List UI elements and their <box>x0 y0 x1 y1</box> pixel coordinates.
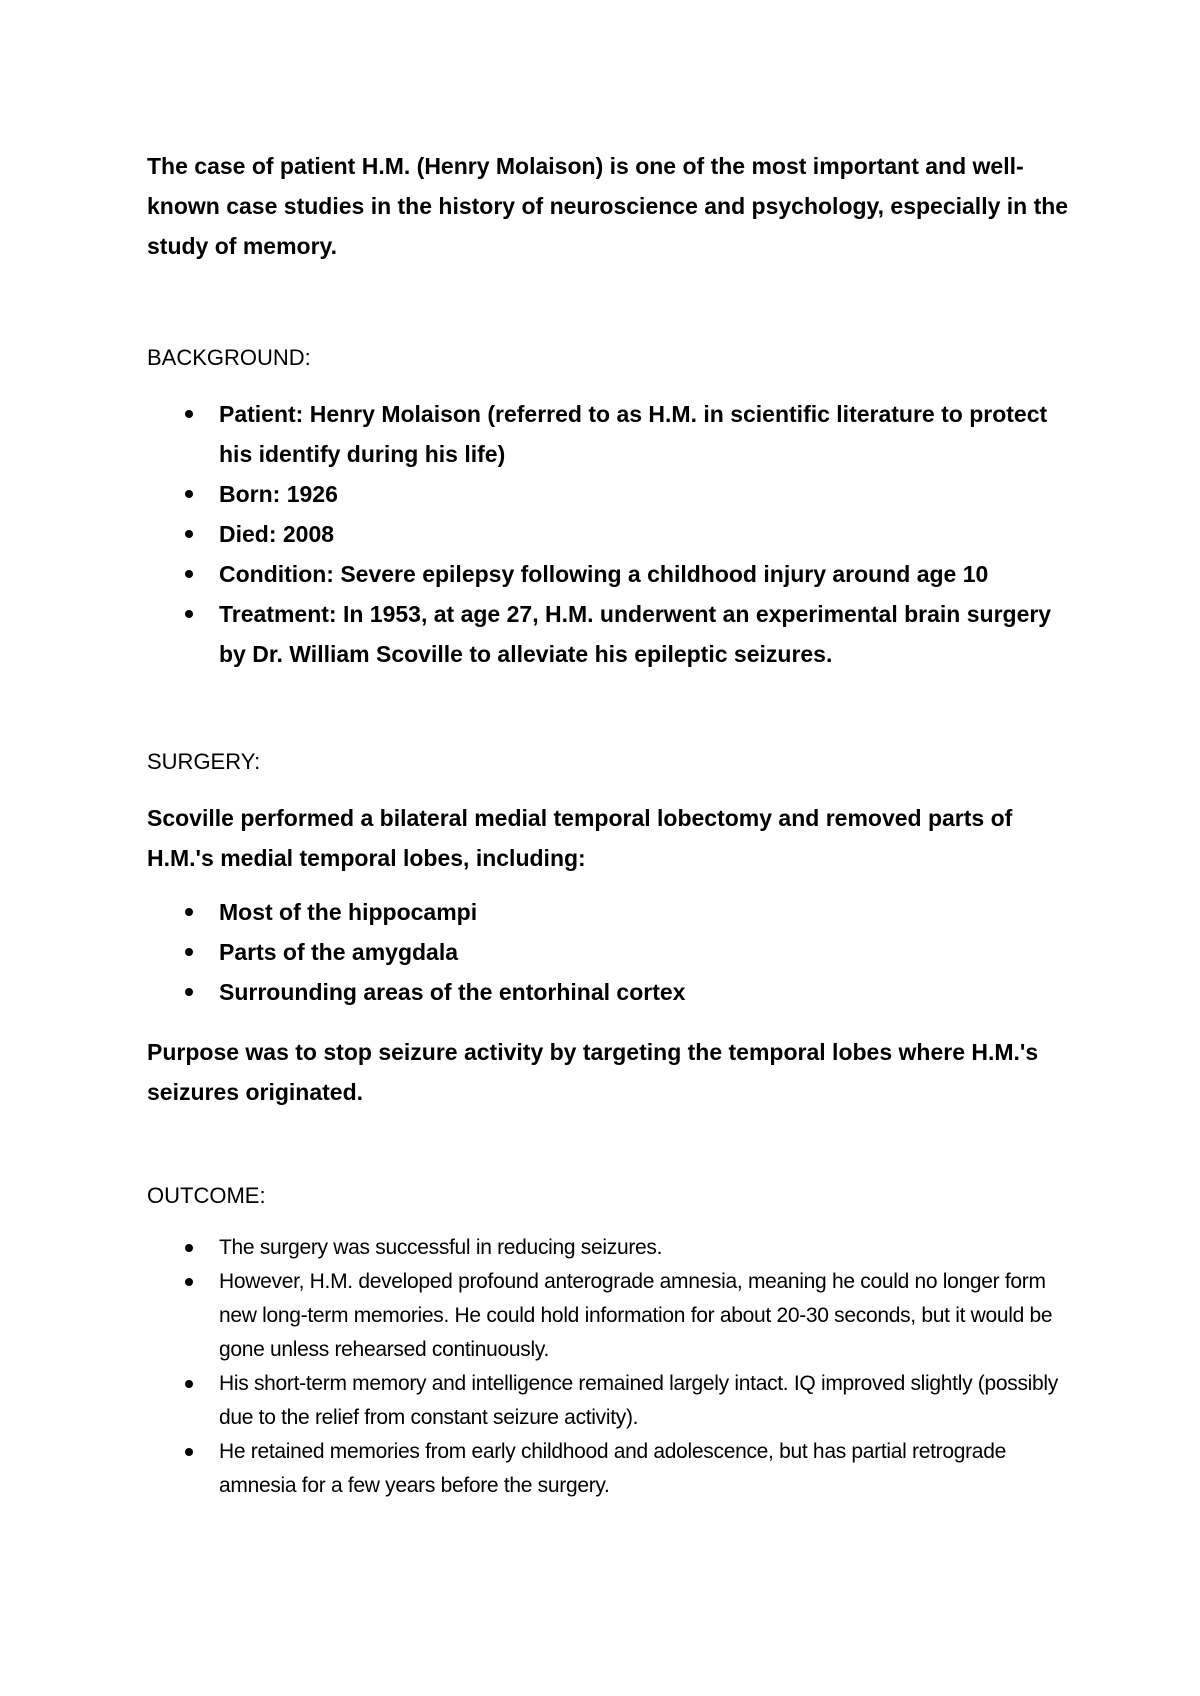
list-item: Patient: Henry Molaison (referred to as H.M. in scientific literature to protect his identify during his life) <box>147 394 1080 474</box>
bullet-icon <box>185 1380 193 1388</box>
intro-paragraph: The case of patient H.M. (Henry Molaison) is one of the most important and well-known case studies in the history of neuroscience and psychology, especially in the study of memory. <box>147 153 1069 259</box>
surgery-lead: Scoville performed a bilateral medial temporal lobectomy and removed parts of H.M.'s medial temporal lobes, including: <box>147 805 1013 871</box>
bullet-icon <box>185 1448 193 1456</box>
list-item: Treatment: In 1953, at age 27, H.M. underwent an experimental brain surgery by Dr. William Scoville to alleviate his epileptic seizures. <box>147 594 1080 674</box>
bullet-icon <box>185 490 193 498</box>
outcome-list <box>147 1231 1080 1503</box>
bullet-icon <box>185 1244 193 1252</box>
bullet-icon <box>185 948 193 956</box>
surgery-list <box>147 892 1080 1012</box>
list-item: Died: 2008 <box>147 514 1080 554</box>
surgery-heading: SURGERY: <box>147 749 261 774</box>
background-list <box>147 394 1080 674</box>
list-item: Condition: Severe epilepsy following a childhood injury around age 10 <box>147 554 1080 594</box>
bullet-icon <box>185 988 193 996</box>
bullet-icon <box>185 570 193 578</box>
list-item: His short-term memory and intelligence remained largely intact. IQ improved slightly (possibly due to the relief from constant seizure activity). <box>147 1367 1080 1435</box>
bullet-icon <box>185 610 193 618</box>
list-item: The surgery was successful in reducing seizures. <box>147 1231 1080 1265</box>
list-item: Surrounding areas of the entorhinal cortex <box>147 972 1080 1012</box>
bullet-icon <box>185 908 193 916</box>
bullet-icon <box>185 1278 193 1286</box>
list-item: Born: 1926 <box>147 474 1080 514</box>
bullet-icon <box>185 410 193 418</box>
outcome-heading: OUTCOME: <box>147 1183 266 1208</box>
list-item: Parts of the amygdala <box>147 932 1080 972</box>
list-item: He retained memories from early childhood and adolescence, but has partial retrograde amnesia for a few years before the surgery. <box>147 1435 1080 1503</box>
bullet-icon <box>185 530 193 538</box>
list-item: Most of the hippocampi <box>147 892 1080 932</box>
background-heading: BACKGROUND: <box>147 345 311 370</box>
surgery-purpose: Purpose was to stop seizure activity by targeting the temporal lobes where H.M.'s seizures originated. <box>147 1039 1039 1105</box>
list-item: However, H.M. developed profound anterograde amnesia, meaning he could no longer form new long-term memories. He could hold information for about 20-30 seconds, but it would be gone unless rehearsed continuously. <box>147 1265 1080 1367</box>
